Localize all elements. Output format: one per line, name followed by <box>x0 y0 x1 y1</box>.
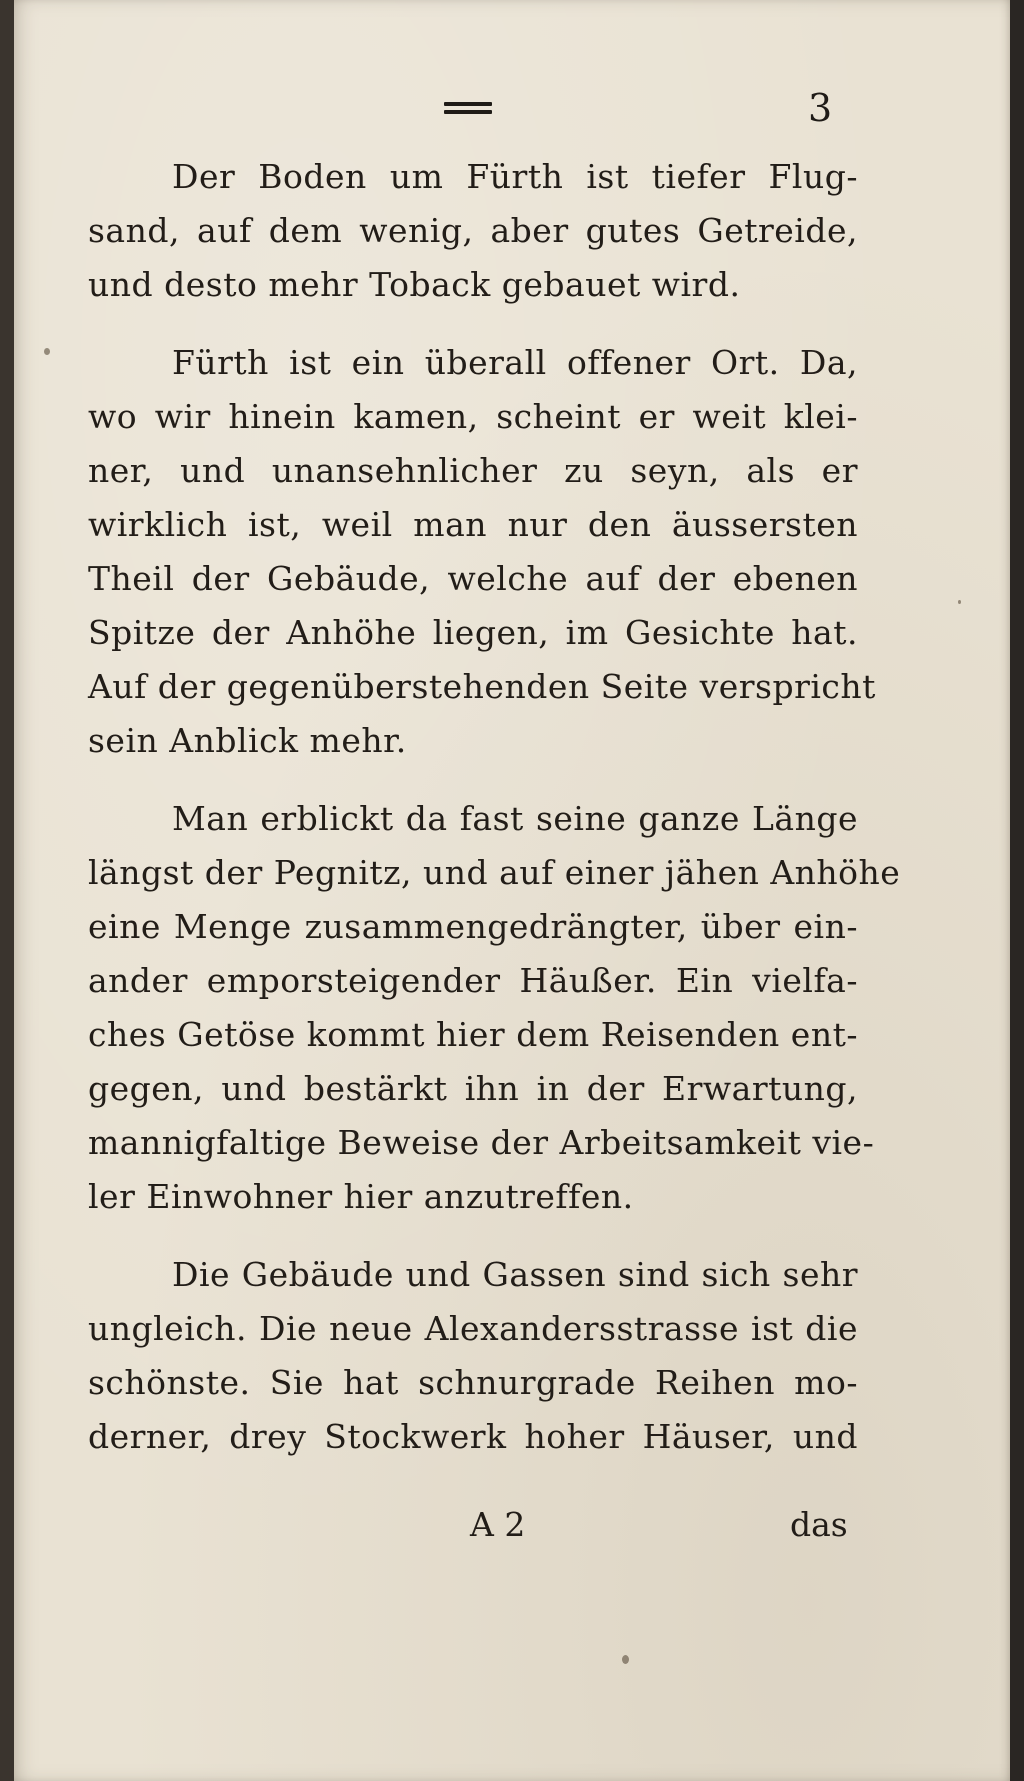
catchword: das <box>790 1505 848 1544</box>
text-line: ungleich. Die neue Alexandersstrasse ist die <box>88 1309 858 1348</box>
paragraph-2 <box>88 336 876 768</box>
signature-mark: A 2 <box>470 1505 526 1544</box>
text-line: sein Anblick mehr. <box>88 721 407 760</box>
text-line: schönste. Sie hat schnurgrade Reihen mo- <box>88 1363 858 1402</box>
body-text <box>88 150 901 1488</box>
page-footer <box>0 1500 1010 1550</box>
paper-speck <box>622 1655 629 1664</box>
text-line: gegen, und bestärkt ihn in der Erwartung, <box>88 1069 858 1108</box>
text-line: Fürth ist ein überall offener Ort. Da, <box>172 343 858 382</box>
paragraph-4 <box>88 1248 858 1464</box>
text-line: Theil der Gebäude, welche auf der ebenen <box>88 559 858 598</box>
text-line: und desto mehr Toback gebauet wird. <box>88 265 741 304</box>
page-header <box>0 88 1010 128</box>
text-line: sand, auf dem wenig, aber gutes Getreide, <box>88 211 858 250</box>
page-number: 3 <box>808 86 833 130</box>
text-line: ander emporsteigender Häußer. Ein vielfa- <box>88 961 858 1000</box>
text-line: ches Getöse kommt hier dem Reisenden ent- <box>88 1015 858 1054</box>
text-line: wo wir hinein kamen, scheint er weit klei- <box>88 397 858 436</box>
text-line: ner, und unansehnlicher zu seyn, als er <box>88 451 858 490</box>
paragraph-1 <box>88 150 858 312</box>
text-line: ler Einwohner hier anzutreffen. <box>88 1177 634 1216</box>
text-line: wirklich ist, weil man nur den äussersten <box>88 505 858 544</box>
text-line: Auf der gegenüberstehenden Seite verspricht <box>88 667 876 706</box>
text-line: Die Gebäude und Gassen sind sich sehr <box>172 1255 858 1294</box>
text-line: eine Menge zusammengedrängter, über ein- <box>88 907 858 946</box>
paper-speck <box>958 600 961 604</box>
text-line: längst der Pegnitz, und auf einer jähen Anhöhe <box>88 853 901 892</box>
paper-speck <box>44 348 50 355</box>
text-line: mannigfaltige Beweise der Arbeitsamkeit vie- <box>88 1123 875 1162</box>
text-line: derner, drey Stockwerk hoher Häuser, und <box>88 1417 858 1456</box>
text-line: Man erblickt da fast seine ganze Länge <box>172 799 858 838</box>
double-rule-ornament <box>444 102 492 114</box>
text-line: Der Boden um Fürth ist tiefer Flug- <box>172 157 858 196</box>
paragraph-3 <box>88 792 901 1224</box>
text-line: Spitze der Anhöhe liegen, im Gesichte hat. <box>88 613 858 652</box>
